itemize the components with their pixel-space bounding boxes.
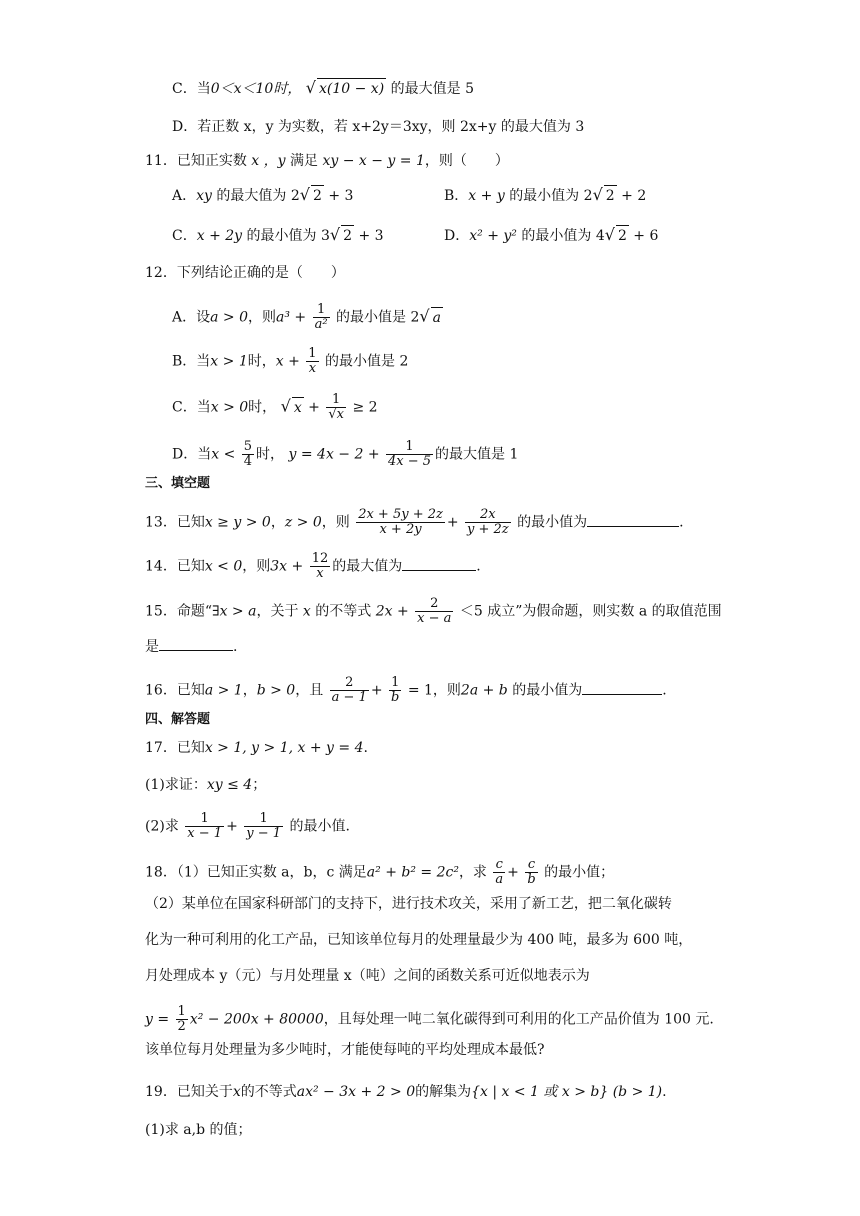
option-text: 的最小值是 2 — [325, 353, 409, 370]
sqrt-icon: √ — [299, 185, 310, 204]
stem-text: ，则 — [432, 682, 461, 699]
section-heading-solutions: 四、解答题 — [145, 712, 211, 727]
option-text: 时， — [248, 399, 277, 416]
stem-text: 的解集为 — [415, 1084, 472, 1100]
q17-stem — [145, 738, 368, 758]
math-expr: 2 — [604, 185, 617, 206]
q18-part1 — [145, 858, 614, 887]
math-expr: 2 — [410, 309, 420, 326]
stem-text: 16．已知 — [145, 682, 205, 699]
option-label: C． — [172, 228, 197, 244]
stem-text: . — [679, 514, 684, 531]
stem-text: 是 — [145, 639, 159, 655]
option-text: D．若正数 x，y 为实数，若 x+2y＝3xy，则 2x+y 的最大值为 3 — [172, 119, 585, 135]
q10-option-c — [172, 78, 474, 99]
math-expr: 3x + — [270, 558, 304, 575]
q18-part2-line4 — [145, 1005, 714, 1034]
q11-option-b — [444, 185, 646, 206]
sqrt-icon: √ — [419, 306, 430, 326]
q12-option-d — [172, 440, 518, 469]
stem-text: 的最小值； — [544, 864, 615, 881]
math-expr: = 1 — [407, 682, 433, 699]
math-expr: x < 0 — [204, 558, 243, 575]
math-expr: xy − x − y = 1 — [322, 153, 425, 169]
math-expr: ≥ 2 — [352, 399, 378, 416]
math-expr: x — [232, 1084, 241, 1100]
numerator: 1 — [391, 675, 400, 690]
math-expr: x² − 200x + 80000 — [189, 1011, 324, 1028]
denominator: b — [391, 690, 400, 705]
sqrt-icon: √ — [604, 225, 615, 244]
stem-text: 14．已知 — [145, 558, 205, 575]
fraction — [386, 440, 433, 469]
stem-text: 满足 — [290, 153, 318, 169]
fraction — [313, 303, 330, 332]
option-text: 的最大值为 — [216, 188, 287, 204]
math-expr: x² + y² — [469, 228, 517, 244]
fraction — [389, 676, 401, 705]
sqrt-icon: √ — [592, 185, 603, 204]
math-expr: x(10 − x) — [317, 78, 386, 99]
option-text: 的最小值为 — [521, 228, 592, 244]
math-expr: y = 4x − 2 + — [288, 446, 380, 463]
option-label: A． — [172, 188, 197, 204]
option-text: 的最小值为 — [509, 188, 580, 204]
math-expr: + 3 — [323, 188, 354, 204]
option-label: B． — [444, 188, 469, 204]
math-expr: + — [370, 682, 383, 699]
math-expr: + 3 — [354, 228, 384, 244]
math-expr: xy — [196, 188, 212, 204]
numerator: 2x — [480, 507, 496, 522]
stem-text: 19．已知关于 — [145, 1084, 233, 1100]
fraction — [326, 393, 346, 422]
q12-option-a — [172, 303, 443, 332]
math-expr: a³ + — [276, 309, 307, 326]
fraction — [493, 858, 505, 887]
math-expr: y = — [145, 1011, 170, 1028]
math-expr: a² + b² = 2c² — [366, 864, 459, 881]
stem-text: ，且每处理一吨二氧化碳得到可利用的化工产品价值为 100 元. — [323, 1011, 714, 1028]
denominator: x − 1 — [187, 826, 223, 841]
q11-option-d — [444, 225, 658, 246]
q18-part2-line3: 月处理成本 y（元）与月处理量 x（吨）之间的函数关系可近似地表示为 — [145, 968, 590, 984]
answer-blank[interactable] — [402, 556, 476, 571]
math-expr: ∃x > a — [211, 603, 257, 620]
math-expr: 2 — [616, 225, 629, 246]
q13 — [145, 508, 684, 537]
math-expr: 2 — [341, 225, 354, 246]
numerator: 1 — [308, 346, 317, 361]
sqrt-icon: √ — [329, 225, 341, 244]
denominator: b — [527, 872, 536, 887]
math-expr: + — [303, 399, 320, 416]
denominator: x + 2y — [356, 522, 445, 537]
option-label: D． — [444, 228, 470, 244]
answer-blank[interactable] — [587, 512, 679, 527]
q12-option-b — [172, 347, 408, 376]
stem-text: . — [476, 558, 481, 575]
stem-text: ； — [252, 777, 267, 793]
stem-text: ，且 — [295, 682, 324, 699]
math-expr: x + 2y — [196, 228, 243, 244]
section-heading-fill-in: 三、填空题 — [145, 476, 211, 491]
denominator: a − 1 — [331, 690, 367, 705]
stem-text: ，关于 — [256, 603, 299, 620]
stem-text: ，则 — [242, 558, 271, 575]
sqrt-icon: √ — [305, 78, 316, 97]
math-expr: x > 1 — [210, 353, 248, 370]
math-expr: + 6 — [628, 228, 659, 244]
sqrt-icon: √ — [328, 407, 337, 422]
stem-text: . — [662, 682, 667, 699]
stem-text: ，求 — [458, 864, 487, 881]
q10-option-d — [172, 117, 584, 137]
answer-blank[interactable] — [582, 680, 662, 695]
stem-text: ，则 — [321, 514, 350, 531]
stem-text: 13．已知 — [145, 514, 205, 531]
denominator: 4 — [243, 454, 253, 469]
stem-text: 的最大值为 — [332, 558, 403, 575]
math-expr: + — [507, 864, 519, 881]
stem-text: 的最小值. — [289, 818, 350, 835]
q19-part1: (1)求 a,b 的值； — [145, 1122, 252, 1138]
math-expr: b > 0 — [256, 682, 296, 699]
math-expr: x > 1, y > 1, x + y = 4 — [204, 740, 364, 756]
numerator: c — [495, 857, 503, 872]
fraction — [525, 858, 537, 887]
math-expr: a > 1 — [204, 682, 243, 699]
numerator: 1 — [316, 302, 326, 317]
stem-text: ， — [242, 682, 257, 699]
stem-text: . — [662, 1084, 667, 1100]
math-expr: a > 0 — [210, 309, 249, 326]
option-text: 时， — [256, 446, 285, 463]
q15-line1 — [145, 597, 722, 626]
stem-text: ＜5 成立”为假命题，则实数 a 的取值范围 — [459, 603, 722, 620]
option-text: 的最大值是 1 — [435, 446, 519, 463]
option-label: C．当 — [172, 81, 211, 97]
math-expr: 4 — [595, 228, 605, 244]
math-expr: x — [302, 603, 311, 620]
fraction — [244, 812, 283, 841]
stem-text: 18．（1）已知正实数 a，b，c 满足 — [145, 864, 367, 881]
math-expr: + 2 — [616, 188, 647, 204]
numerator: 1 — [177, 1004, 186, 1019]
numerator: 5 — [243, 439, 253, 454]
math-expr: a — [431, 307, 443, 328]
stem-text: ，则（ ） — [424, 153, 509, 169]
option-text: B．当 — [172, 353, 211, 370]
numerator: 1 — [332, 392, 341, 407]
math-expr: ax² − 3x + 2 > 0 — [296, 1084, 416, 1100]
fraction — [415, 597, 453, 626]
math-expr: 3 — [320, 228, 330, 244]
q11-stem — [145, 151, 509, 171]
numerator: 2 — [430, 596, 439, 611]
fraction — [306, 347, 318, 376]
math-expr: x + — [275, 353, 300, 370]
option-text: 的最大值是 5 — [390, 81, 474, 97]
stem-text: 11．已知正实数 — [145, 153, 247, 169]
denominator — [326, 407, 346, 422]
option-text: A．设 — [172, 309, 211, 326]
math-expr: 2 — [583, 188, 593, 204]
stem-text: . — [363, 740, 368, 756]
denominator: x — [306, 361, 318, 376]
numerator: 12 — [311, 551, 329, 566]
q11-option-c — [172, 225, 384, 246]
math-expr: x — [336, 407, 344, 422]
stem-text: ， — [270, 514, 285, 531]
math-expr: 2 — [311, 185, 324, 206]
stem-text: 15．命题“ — [145, 603, 212, 620]
q19-stem — [145, 1082, 667, 1102]
option-text: D．当 — [172, 446, 212, 463]
stem-text: 12．下列结论正确的是（ ） — [145, 265, 345, 281]
stem-text: 17．已知 — [145, 740, 205, 756]
q14 — [145, 552, 481, 581]
sqrt-icon: √ — [280, 396, 291, 416]
math-expr: xy ≤ 4 — [206, 777, 253, 793]
q12-stem — [145, 263, 345, 283]
math-expr: x — [292, 397, 304, 418]
math-expr: x > 0 — [210, 399, 249, 416]
stem-text: 的不等式 — [240, 1084, 297, 1100]
numerator: 1 — [405, 439, 414, 454]
math-expr: x + y — [468, 188, 505, 204]
stem-text: (1)求证： — [145, 777, 207, 793]
fraction — [242, 440, 254, 469]
numerator: 2x + 5y + 2z — [358, 507, 443, 522]
q17-part2 — [145, 812, 350, 841]
math-expr: + — [446, 514, 459, 531]
numerator: 2 — [345, 675, 354, 690]
q18-part2-line2: 化为一种可利用的化工产品，已知该单位每月的处理量最少为 400 吨，最多为 600 吨， — [145, 932, 693, 948]
fraction — [356, 508, 445, 537]
fraction — [330, 676, 369, 705]
q11-option-a — [172, 185, 353, 206]
math-expr: 2 — [290, 188, 300, 204]
stem-text: (2)求 — [145, 818, 179, 835]
denominator: a² — [314, 317, 328, 332]
stem-text: 的最小值为 — [512, 682, 583, 699]
option-text: ，则 — [248, 309, 277, 326]
denominator: a — [495, 872, 504, 887]
denominator: 4x − 5 — [388, 454, 432, 469]
q18-part2-line1: （2）某单位在国家科研部门的支持下，进行技术攻关，采用了新工艺，把二氧化碳转 — [145, 896, 672, 912]
fraction — [310, 552, 331, 581]
option-text: 的最小值是 — [336, 309, 407, 326]
math-expr: + — [226, 818, 238, 835]
denominator: y + 2z — [467, 522, 509, 537]
denominator: 2 — [177, 1019, 186, 1034]
math-expr: x ≥ y > 0 — [204, 514, 271, 531]
stem-text: 的不等式 — [315, 603, 372, 620]
numerator: c — [527, 857, 536, 872]
numerator: 1 — [259, 811, 268, 826]
numerator: 1 — [200, 811, 209, 826]
option-text: 的最小值为 — [246, 228, 317, 244]
stem-text: . — [233, 639, 238, 655]
fraction — [185, 812, 224, 841]
fraction — [465, 508, 511, 537]
q12-option-c — [172, 393, 378, 422]
math-expr: 2a + b — [460, 682, 508, 699]
math-expr: z > 0 — [284, 514, 322, 531]
option-text: C．当 — [172, 399, 211, 416]
denominator: y − 1 — [246, 826, 282, 841]
stem-text: 的最小值为 — [517, 514, 588, 531]
q17-part1 — [145, 775, 266, 795]
math-expr: x ，y — [251, 153, 286, 169]
math-expr: 0＜x＜10时， — [210, 81, 302, 97]
q18-part2-line5: 该单位每月处理量为多少吨时，才能使每吨的平均处理成本最低? — [145, 1042, 545, 1058]
fraction — [176, 1005, 188, 1034]
q16 — [145, 676, 667, 705]
q15-line2 — [145, 636, 237, 657]
denominator: x − a — [417, 611, 452, 626]
denominator: x — [310, 566, 331, 581]
answer-blank[interactable] — [159, 636, 233, 651]
option-text: 时， — [247, 353, 276, 370]
math-expr: {x | x < 1 或 x > b} (b > 1) — [471, 1084, 663, 1100]
math-expr: 2x + — [375, 603, 409, 620]
math-expr: x < — [211, 446, 236, 463]
